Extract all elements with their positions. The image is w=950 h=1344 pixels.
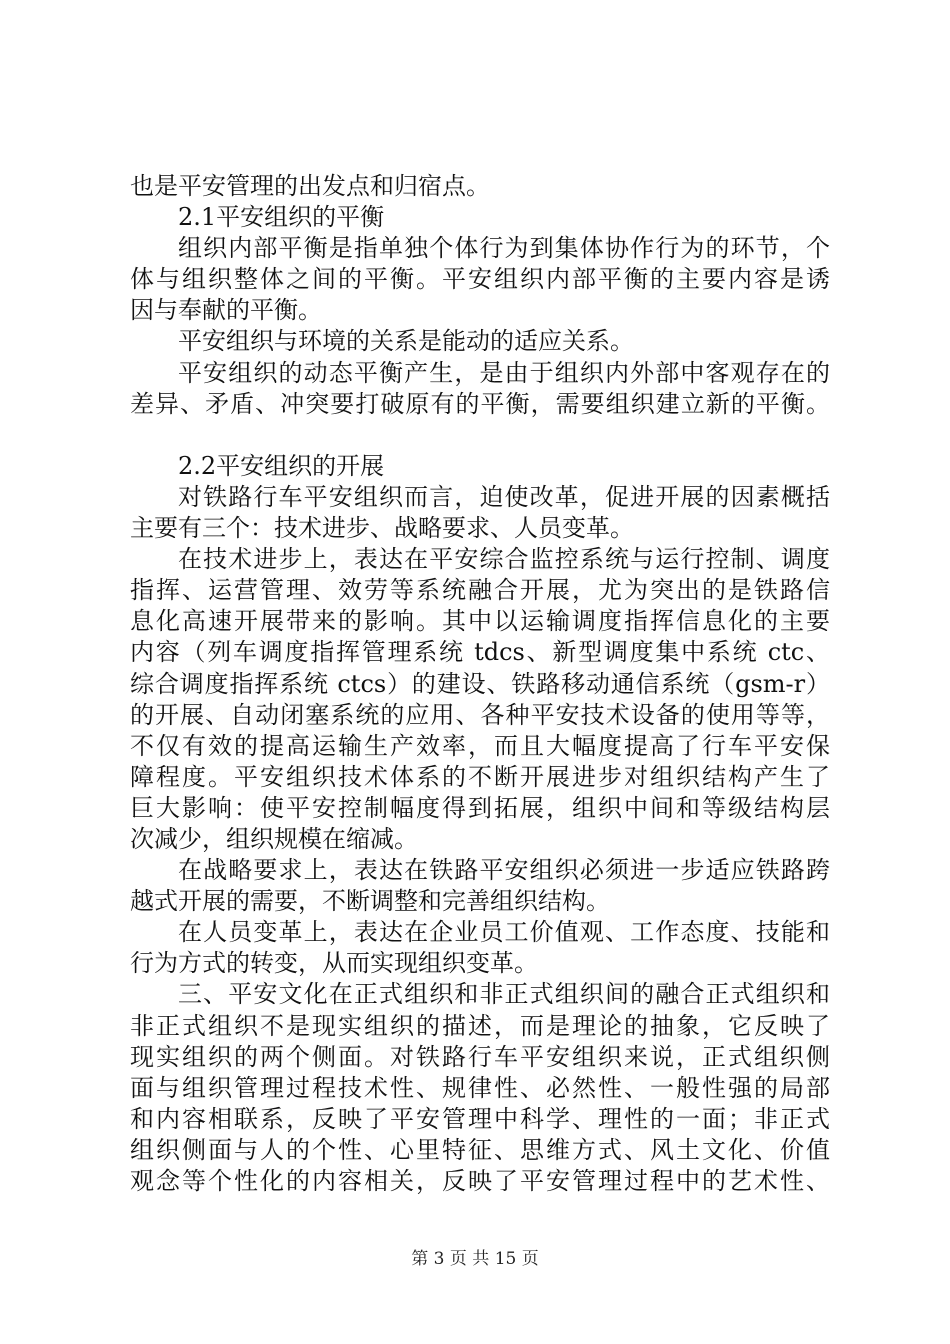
- line-text: 现实组织的两个侧面。对铁路行车平安组织来说，正式组织侧: [130, 1042, 830, 1071]
- text-line: [130, 606, 830, 637]
- body-text: [130, 171, 830, 1197]
- text-line: [130, 544, 830, 575]
- text-line: [130, 233, 830, 264]
- text-line: [130, 855, 830, 886]
- text-line: [130, 669, 830, 700]
- blank-line: [130, 420, 830, 451]
- line-text: 面与组织管理过程技术性、规律性、必然性、一般性强的局部: [130, 1073, 830, 1102]
- text-line: [130, 793, 830, 824]
- text-line: [130, 886, 830, 917]
- line-text: 平安组织的动态平衡产生，是由于组织内外部中客观存在的: [178, 358, 830, 387]
- text-line: [130, 731, 830, 762]
- line-text: 主要有三个：技术进步、战略要求、人员变革。: [130, 514, 634, 543]
- line-text: 体与组织整体之间的平衡。平安组织内部平衡的主要内容是诱: [130, 265, 830, 294]
- line-text: 障程度。平安组织技术体系的不断开展进步对组织结构产生了: [130, 762, 830, 791]
- text-line: [130, 917, 830, 948]
- text-line: [130, 513, 830, 544]
- line-text: 三、平安文化在正式组织和非正式组织间的融合正式组织和: [178, 980, 830, 1009]
- line-text: 非正式组织不是现实组织的描述，而是理论的抽象，它反映了: [130, 1011, 830, 1040]
- line-text: 不仅有效的提高运输生产效率，而且大幅度提高了行车平安保: [130, 731, 830, 760]
- line-text: 指挥、运营管理、效劳等系统融合开展，尤为突出的是铁路信: [130, 576, 830, 605]
- text-line: [130, 389, 830, 420]
- text-line: [130, 171, 830, 202]
- line-text: 组织侧面与人的个性、心里特征、思维方式、风土文化、价值: [130, 1135, 830, 1164]
- line-text: 巨大影响：使平安控制幅度得到拓展，组织中间和等级结构层: [130, 793, 830, 822]
- line-text: 2.1平安组织的平衡: [178, 203, 385, 232]
- text-line: [130, 762, 830, 793]
- text-line: [130, 1073, 830, 1104]
- line-text: 在人员变革上，表达在企业员工价值观、工作态度、技能和: [178, 918, 830, 947]
- text-line: [130, 979, 830, 1010]
- text-line: [130, 482, 830, 513]
- text-line: [130, 451, 830, 482]
- line-text: 越式开展的需要，不断调整和完善组织结构。: [130, 887, 610, 916]
- line-text: 在技术进步上，表达在平安综合监控系统与运行控制、调度: [178, 545, 830, 574]
- line-text: 行为方式的转变，从而实现组织变革。: [130, 949, 538, 978]
- page-footer: 第 3 页 共 15 页: [411, 1249, 539, 1269]
- text-line: [130, 948, 830, 979]
- line-text: 对铁路行车平安组织而言，迫使改革，促进开展的因素概括: [178, 482, 830, 511]
- line-text: 观念等个性化的内容相关，反映了平安管理过程中的艺术性、: [130, 1167, 830, 1195]
- line-text: 综合调度指挥系统 ctcs）的建设、铁路移动通信系统（gsm-r）: [130, 669, 830, 698]
- text-line: [130, 1042, 830, 1073]
- text-line: [130, 824, 830, 855]
- line-text: 息化高速开展带来的影响。其中以运输调度指挥信息化的主要: [130, 607, 830, 636]
- line-text: 在战略要求上，表达在铁路平安组织必须进一步适应铁路跨: [178, 856, 830, 885]
- line-text: 和内容相联系，反映了平安管理中科学、理性的一面；非正式: [130, 1104, 830, 1133]
- line-text: 也是平安管理的出发点和归宿点。: [130, 172, 490, 200]
- line-text: 差异、矛盾、冲突要打破原有的平衡，需要组织建立新的平衡。: [130, 389, 830, 418]
- text-line: [130, 358, 830, 389]
- text-line: [130, 700, 830, 731]
- text-line: [130, 1135, 830, 1166]
- text-line: [130, 326, 830, 357]
- line-text: 次减少，组织规模在缩减。: [130, 824, 418, 853]
- line-text: 的开展、自动闭塞系统的应用、各种平安技术设备的使用等等，: [130, 700, 830, 729]
- text-line: [130, 1166, 830, 1197]
- text-line: [130, 1104, 830, 1135]
- line-text: 组织内部平衡是指单独个体行为到集体协作行为的环节，个: [178, 234, 830, 263]
- line-text: 平安组织与环境的关系是能动的适应关系。: [178, 327, 634, 356]
- text-line: [130, 295, 830, 326]
- text-line: [130, 1011, 830, 1042]
- text-line: [130, 575, 830, 606]
- line-text: 因与奉献的平衡。: [130, 296, 322, 325]
- text-line: [130, 264, 830, 295]
- line-text: 2.2平安组织的开展: [178, 451, 385, 480]
- text-line: [130, 637, 830, 668]
- line-text: 内容（列车调度指挥管理系统 tdcs、新型调度集中系统 ctc、: [130, 638, 830, 667]
- text-line: [130, 202, 830, 233]
